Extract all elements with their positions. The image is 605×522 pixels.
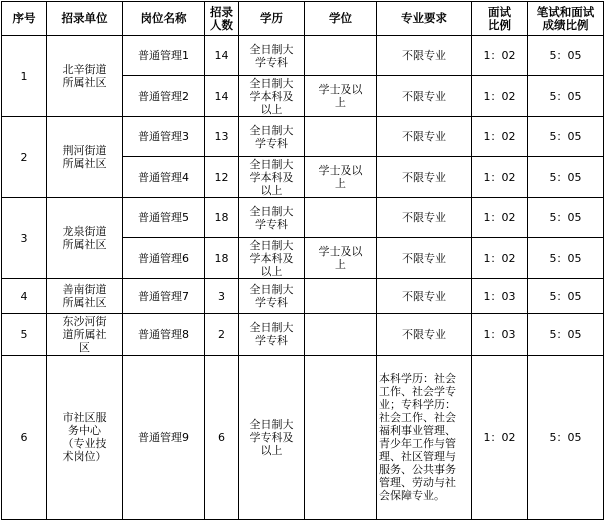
unit-cell: 北辛街道 所属社区 (47, 36, 123, 117)
position-cell: 普通管理7 (123, 279, 205, 314)
interview-ratio-cell: 1：03 (472, 314, 528, 355)
header-seq: 序号 (2, 2, 47, 36)
position-cell: 普通管理6 (123, 238, 205, 279)
degree-cell: 学士及以 上 (305, 76, 377, 117)
seq-cell: 3 (2, 198, 47, 279)
education-cell: 全日制大 学专科 (239, 36, 305, 76)
major-cell: 不限专业 (377, 76, 472, 117)
interview-ratio-cell: 1：02 (472, 157, 528, 198)
major-cell: 不限专业 (377, 36, 472, 76)
degree-cell (305, 117, 377, 157)
table-row (2, 279, 604, 314)
seq-cell: 1 (2, 36, 47, 117)
major-cell: 不限专业 (377, 117, 472, 157)
education-cell: 全日制大 学本科及 以上 (239, 238, 305, 279)
major-cell: 不限专业 (377, 279, 472, 314)
interview-ratio-cell: 1：02 (472, 76, 528, 117)
header-interview-ratio: 面试 比例 (472, 2, 528, 36)
seq-cell: 5 (2, 314, 47, 355)
interview-ratio-cell: 1：02 (472, 36, 528, 76)
unit-cell: 荆河街道 所属社区 (47, 117, 123, 198)
position-cell: 普通管理2 (123, 76, 205, 117)
seq-cell: 2 (2, 117, 47, 198)
header-major: 专业要求 (377, 2, 472, 36)
count-cell: 14 (205, 36, 239, 76)
education-cell: 全日制大 学专科 (239, 117, 305, 157)
count-cell: 18 (205, 238, 239, 279)
header-degree: 学位 (305, 2, 377, 36)
interview-ratio-cell: 1：02 (472, 198, 528, 238)
unit-cell: 东沙河街 道所属社 区 (47, 314, 123, 355)
interview-ratio-cell: 1：02 (472, 238, 528, 279)
score-ratio-cell: 5：05 (528, 117, 604, 157)
degree-cell (305, 36, 377, 76)
interview-ratio-cell: 1：02 (472, 355, 528, 520)
unit-cell: 龙泉街道 所属社区 (47, 198, 123, 279)
degree-cell: 学士及以 上 (305, 157, 377, 198)
header-row (2, 2, 604, 36)
header-unit: 招录单位 (47, 2, 123, 36)
interview-ratio-cell: 1：02 (472, 117, 528, 157)
unit-cell: 市社区服 务中心 （专业技 术岗位） (47, 355, 123, 520)
position-cell: 普通管理9 (123, 355, 205, 520)
degree-cell (305, 279, 377, 314)
count-cell: 2 (205, 314, 239, 355)
count-cell: 12 (205, 157, 239, 198)
score-ratio-cell: 5：05 (528, 76, 604, 117)
education-cell: 全日制大 学专科及 以上 (239, 355, 305, 520)
header-score-ratio: 笔试和面试 成绩比例 (528, 2, 604, 36)
education-cell: 全日制大 学专科 (239, 198, 305, 238)
seq-cell: 4 (2, 279, 47, 314)
score-ratio-cell: 5：05 (528, 355, 604, 520)
position-cell: 普通管理8 (123, 314, 205, 355)
position-cell: 普通管理3 (123, 117, 205, 157)
table-row (2, 198, 604, 238)
degree-cell (305, 355, 377, 520)
count-cell: 14 (205, 76, 239, 117)
table-row (2, 36, 604, 76)
major-cell: 本科学历：社会 工作、社会学专 业；专科学历： 社会工作、社会 福利事业管理、 青少年工作与管 理、社区管理与 服务、公共事务 管理、劳动与社 会保障专业。 (377, 355, 472, 520)
unit-cell: 善南街道 所属社区 (47, 279, 123, 314)
score-ratio-cell: 5：05 (528, 157, 604, 198)
count-cell: 18 (205, 198, 239, 238)
position-cell: 普通管理1 (123, 36, 205, 76)
score-ratio-cell: 5：05 (528, 314, 604, 355)
education-cell: 全日制大 学本科及 以上 (239, 157, 305, 198)
degree-cell (305, 198, 377, 238)
score-ratio-cell: 5：05 (528, 238, 604, 279)
degree-cell (305, 314, 377, 355)
major-cell: 不限专业 (377, 238, 472, 279)
seq-cell: 6 (2, 355, 47, 520)
table-row (2, 117, 604, 157)
position-cell: 普通管理4 (123, 157, 205, 198)
recruitment-table (1, 1, 604, 520)
count-cell: 13 (205, 117, 239, 157)
score-ratio-cell: 5：05 (528, 198, 604, 238)
header-position: 岗位名称 (123, 2, 205, 36)
count-cell: 3 (205, 279, 239, 314)
header-count: 招录 人数 (205, 2, 239, 36)
education-cell: 全日制大 学本科及 以上 (239, 76, 305, 117)
interview-ratio-cell: 1：03 (472, 279, 528, 314)
header-education: 学历 (239, 2, 305, 36)
major-cell: 不限专业 (377, 198, 472, 238)
degree-cell: 学士及以 上 (305, 238, 377, 279)
score-ratio-cell: 5：05 (528, 36, 604, 76)
count-cell: 6 (205, 355, 239, 520)
table-row (2, 314, 604, 355)
major-cell: 不限专业 (377, 157, 472, 198)
table-row (2, 355, 604, 520)
education-cell: 全日制大 学专科 (239, 279, 305, 314)
education-cell: 全日制大 学专科 (239, 314, 305, 355)
major-cell: 不限专业 (377, 314, 472, 355)
score-ratio-cell: 5：05 (528, 279, 604, 314)
position-cell: 普通管理5 (123, 198, 205, 238)
